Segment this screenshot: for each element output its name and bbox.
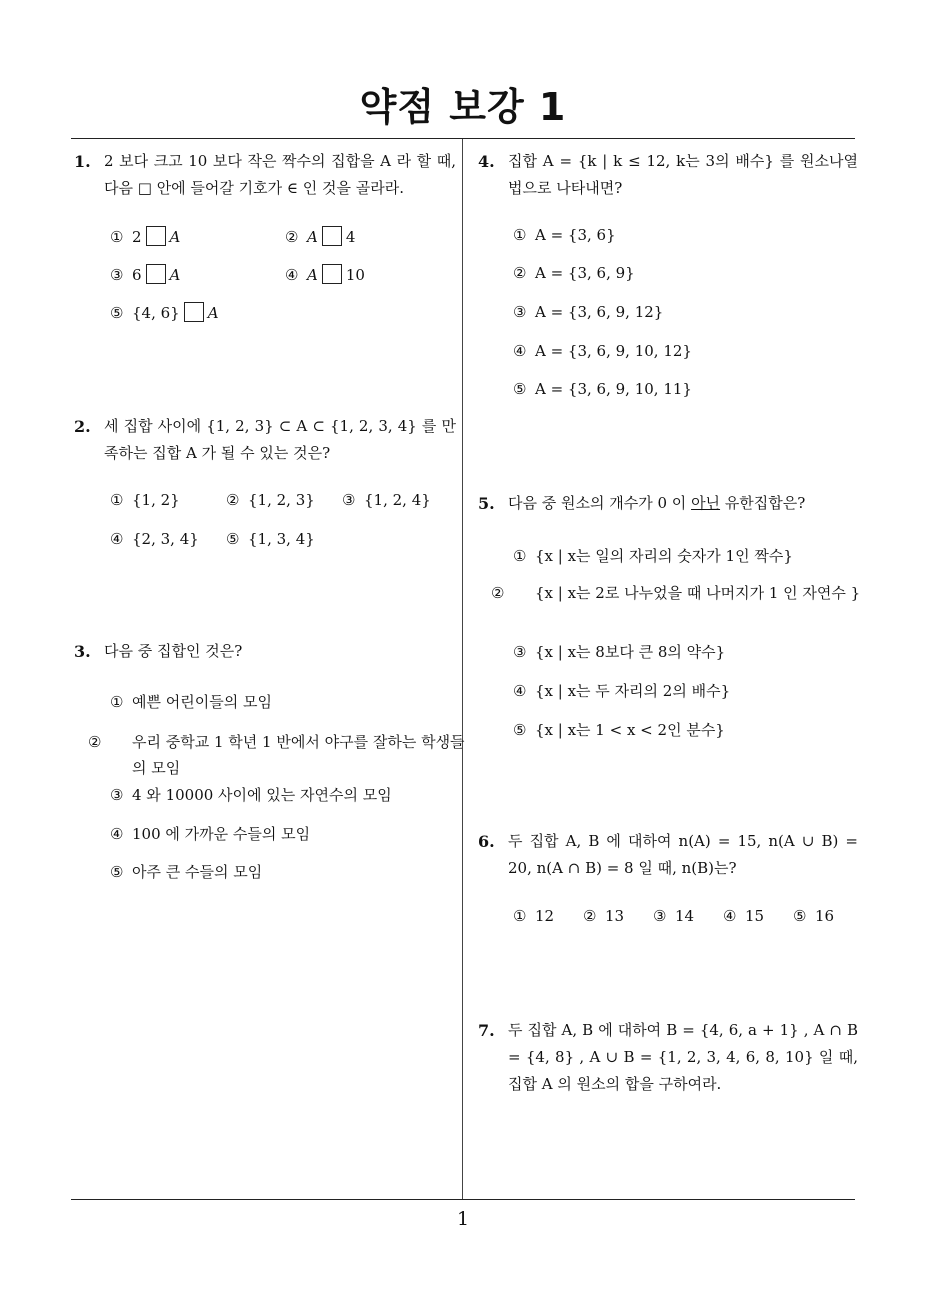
question-number: 4. (478, 152, 495, 171)
question-number: 7. (478, 1021, 495, 1040)
option-5[interactable]: ⑤ {4, 6} A (110, 304, 219, 322)
option-4[interactable]: ④ A = {3, 6, 9, 10, 12} (513, 342, 692, 360)
option-3[interactable]: ③ {x | x는 8보다 큰 8의 약수} (513, 643, 726, 661)
option-5[interactable]: ⑤ 16 (793, 907, 835, 925)
option-3[interactable]: ③ 4 와 10000 사이에 있는 자연수의 모임 (110, 786, 392, 804)
option-4[interactable]: ④ 15 (723, 907, 765, 925)
option-2[interactable]: ② {1, 2, 3} (226, 491, 315, 509)
option-5[interactable]: ⑤ 아주 큰 수들의 모임 (110, 863, 263, 881)
question-number: 5. (478, 494, 495, 513)
option-3[interactable]: ③ {1, 2, 4} (342, 491, 431, 509)
option-4[interactable]: ④ 100 에 가까운 수들의 모임 (110, 825, 311, 843)
option-2[interactable]: ② 우리 중학교 1 학년 1 반에서 야구를 잘하는 학생들의 모임 (88, 733, 465, 777)
option-1[interactable]: ① {x | x는 일의 자리의 숫자가 1인 짝수} (513, 547, 793, 565)
question-stem: 세 집합 사이에 {1, 2, 3} ⊂ A ⊂ {1, 2, 3, 4} 를 만족하는 집합 A 가 될 수 있는 것은? (104, 417, 456, 462)
underlined-word: 아닌 (691, 494, 721, 512)
option-1[interactable]: ① 12 (513, 907, 555, 925)
question-stem: 다음 중 원소의 개수가 0 이 아닌 유한집합은? (508, 494, 806, 512)
top-divider (71, 138, 855, 139)
page-number: 1 (456, 1208, 470, 1230)
option-1[interactable]: ① A = {3, 6} (513, 226, 616, 244)
column-divider (462, 139, 463, 1199)
option-4[interactable]: ④ {x | x는 두 자리의 2의 배수} (513, 682, 731, 700)
answer-box (184, 302, 204, 322)
question-stem: 다음 중 집합인 것은? (104, 642, 243, 660)
question-number: 6. (478, 832, 495, 851)
question-number: 2. (74, 417, 91, 436)
question-stem: 2 보다 크고 10 보다 작은 짝수의 집합을 A 라 할 때, 다음 □ 안에 들어갈 기호가 ∈ 인 것을 골라라. (104, 152, 456, 197)
option-3[interactable]: ③ 14 (653, 907, 695, 925)
option-5[interactable]: ⑤ A = {3, 6, 9, 10, 11} (513, 380, 692, 398)
option-2[interactable]: ② {x | x는 2로 나누었을 때 나머지가 1 인 자연수 } (491, 584, 861, 602)
page-title: 약점 보강 1 (359, 85, 567, 129)
question-stem: 두 집합 A, B 에 대하여 B = {4, 6, a + 1} , A ∩ B = {4, 8} , A ∪ B = {1, 2, 3, 4, 6, 8, 10} 일 때, 집합 A 의 원소의 합을 구하여라. (508, 1021, 858, 1093)
option-1[interactable]: ① {1, 2} (110, 491, 180, 509)
answer-box (322, 264, 342, 284)
option-4[interactable]: ④ {2, 3, 4} (110, 530, 199, 548)
option-1[interactable]: ① 예쁜 어린이들의 모임 (110, 693, 272, 711)
option-3[interactable]: ③ 6 A (110, 266, 181, 284)
answer-box (322, 226, 342, 246)
question-number: 1. (74, 152, 91, 171)
option-2[interactable]: ② A = {3, 6, 9} (513, 264, 635, 282)
option-5[interactable]: ⑤ {1, 3, 4} (226, 530, 315, 548)
bottom-divider (71, 1199, 855, 1200)
option-3[interactable]: ③ A = {3, 6, 9, 12} (513, 303, 664, 321)
question-stem: 두 집합 A, B 에 대하여 n(A) = 15, n(A ∪ B) = 20, n(A ∩ B) = 8 일 때, n(B)는? (508, 832, 858, 877)
answer-box (146, 264, 166, 284)
question-number: 3. (74, 642, 91, 661)
option-2[interactable]: ② 13 (583, 907, 625, 925)
option-4[interactable]: ④ A 10 (285, 266, 365, 284)
option-1[interactable]: ① 2 A (110, 228, 181, 246)
question-stem: 집합 A = {k | k ≤ 12, k는 3의 배수} 를 원소나열법으로 나타내면? (508, 152, 858, 197)
option-5[interactable]: ⑤ {x | x는 1 < x < 2인 분수} (513, 721, 725, 739)
answer-box (146, 226, 166, 246)
option-2[interactable]: ② A 4 (285, 228, 356, 246)
